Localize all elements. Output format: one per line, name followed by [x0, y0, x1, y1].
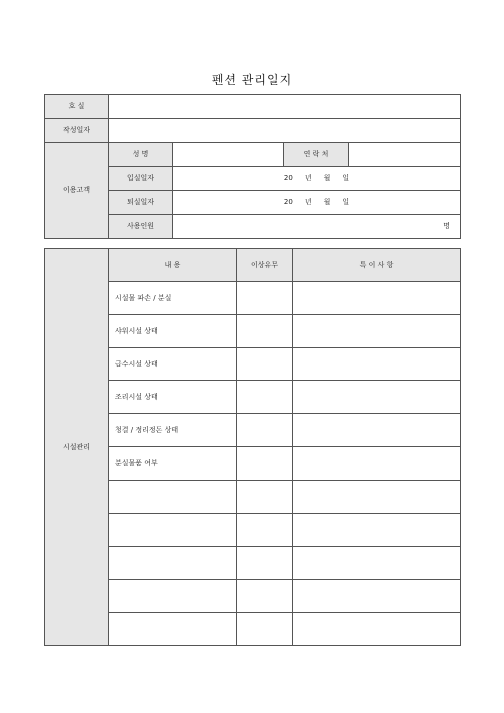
occupants-field[interactable] — [173, 215, 461, 239]
notes-field[interactable] — [293, 546, 461, 579]
guest-label: 이용고객 — [45, 143, 109, 239]
checkin-date-field[interactable] — [173, 167, 461, 191]
facility-item: 시설물 파손 / 분실 — [109, 282, 237, 315]
facility-item: 급수시설 상태 — [109, 348, 237, 381]
checkin-day-unit: 일 — [342, 174, 350, 182]
facility-item: 조리시설 상태 — [109, 381, 237, 414]
checkin-year-prefix: 20 — [283, 174, 293, 182]
issue-field[interactable] — [237, 282, 293, 315]
issue-field[interactable] — [237, 381, 293, 414]
notes-field[interactable] — [293, 282, 461, 315]
checkout-year-unit: 년 — [304, 198, 312, 206]
facility-item — [109, 480, 237, 513]
issue-field[interactable] — [237, 315, 293, 348]
issue-field[interactable] — [237, 447, 293, 480]
checkout-month-unit: 월 — [323, 198, 331, 206]
room-label: 호 실 — [45, 95, 109, 119]
author-date-field[interactable] — [109, 119, 461, 143]
facility-table — [44, 248, 461, 646]
checkout-date-field[interactable] — [173, 191, 461, 215]
col-header-notes: 특 이 사 항 — [293, 249, 461, 282]
contact-label: 연 락 처 — [284, 143, 349, 167]
notes-field[interactable] — [293, 480, 461, 513]
issue-field[interactable] — [237, 480, 293, 513]
facility-item: 분실물품 여부 — [109, 447, 237, 480]
guest-info-table — [44, 94, 461, 239]
facility-item — [109, 546, 237, 579]
occupants-label: 사용인원 — [109, 215, 173, 239]
notes-field[interactable] — [293, 447, 461, 480]
checkin-label: 입실일자 — [109, 167, 173, 191]
col-header-content: 내 용 — [109, 249, 237, 282]
notes-field[interactable] — [293, 348, 461, 381]
checkin-year-unit: 년 — [304, 174, 312, 182]
facility-item: 청결 / 정리정돈 상태 — [109, 414, 237, 447]
checkout-year-prefix: 20 — [283, 198, 293, 206]
issue-field[interactable] — [237, 414, 293, 447]
checkin-month-unit: 월 — [323, 174, 331, 182]
name-field[interactable] — [173, 143, 284, 167]
contact-field[interactable] — [349, 143, 461, 167]
facility-item: 샤워시설 상태 — [109, 315, 237, 348]
notes-field[interactable] — [293, 414, 461, 447]
facility-item — [109, 612, 237, 645]
room-field[interactable] — [109, 95, 461, 119]
col-header-issue: 이상유무 — [237, 249, 293, 282]
issue-field[interactable] — [237, 546, 293, 579]
occupants-unit: 명 — [443, 222, 450, 230]
issue-field[interactable] — [237, 579, 293, 612]
notes-field[interactable] — [293, 612, 461, 645]
checkout-day-unit: 일 — [342, 198, 350, 206]
facility-item — [109, 513, 237, 546]
issue-field[interactable] — [237, 348, 293, 381]
notes-field[interactable] — [293, 513, 461, 546]
notes-field[interactable] — [293, 579, 461, 612]
page-title: 펜션 관리일지 — [211, 73, 293, 87]
author-date-label: 작성일자 — [45, 119, 109, 143]
facility-section-label: 시설관리 — [45, 249, 109, 646]
name-label: 성 명 — [109, 143, 173, 167]
notes-field[interactable] — [293, 315, 461, 348]
checkout-label: 퇴실일자 — [109, 191, 173, 215]
facility-item — [109, 579, 237, 612]
issue-field[interactable] — [237, 513, 293, 546]
notes-field[interactable] — [293, 381, 461, 414]
issue-field[interactable] — [237, 612, 293, 645]
